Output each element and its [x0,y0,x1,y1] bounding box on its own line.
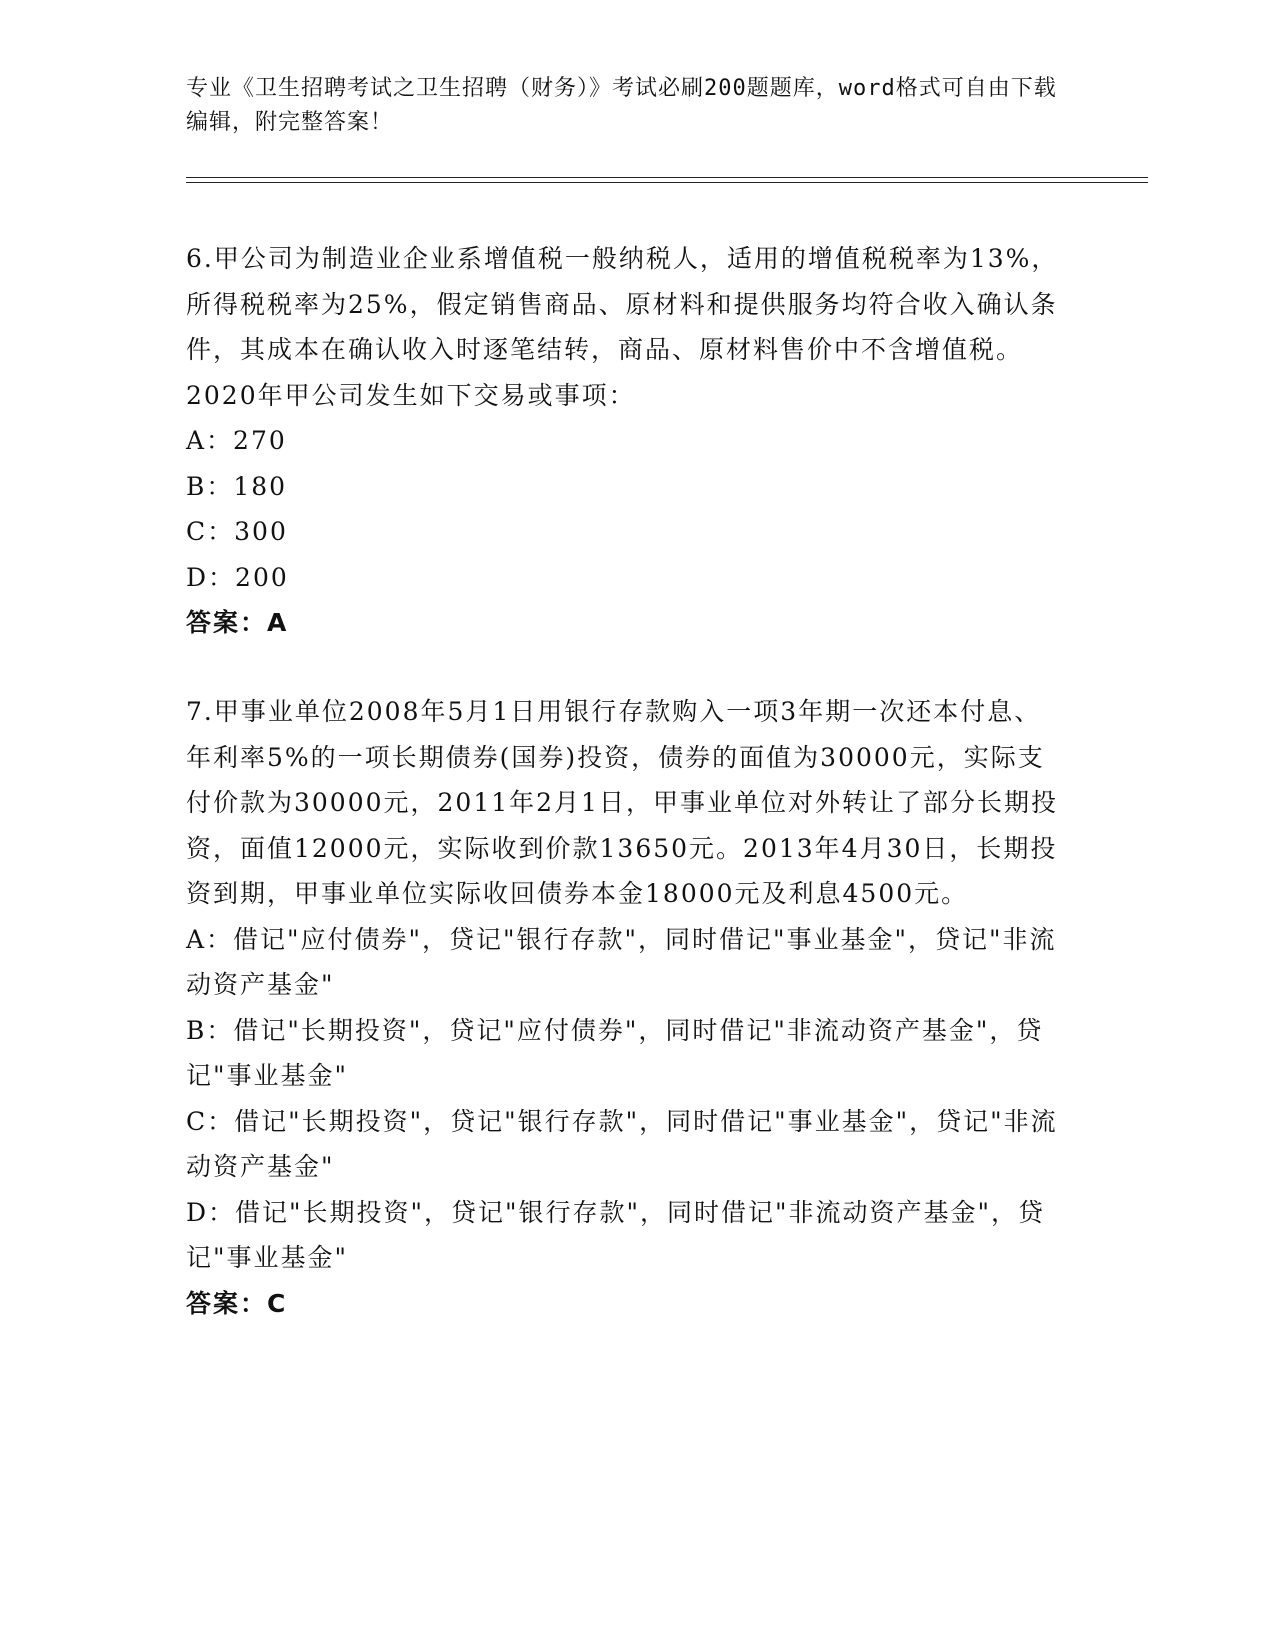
question-stem: 6.甲公司为制造业企业系增值税一般纳税人，适用的增值税税率为13%，所得税税率为25%，假定销售商品、原材料和提供服务均符合收入确认条件，其成本在确认收入时逐笔结转，商品、原材料售价中不含增值税。2020年甲公司发生如下交易或事项： [186,244,1059,410]
question-stem: 7.甲事业单位2008年5月1日用银行存款购入一项3年期一次还本付息、年利率5%的一项长期债券(国券)投资，债券的面值为30000元，实际支付价款为30000元，2011年2月1日，甲事业单位对外转让了部分长期投资，面值12000元，实际收到价款13650元。2013年4月30日，长期投资到期，甲事业单位实际收回债券本金18000元及利息4500元。 [186,697,1058,908]
option-a: A：270 [186,426,287,455]
option-d: D：200 [186,562,289,592]
option-b: B：180 [186,471,288,501]
option-a: A：借记"应付债券"，贷记"银行存款"，同时借记"事业基金"，贷记"非流动资产基金" [186,924,1057,999]
answer-label: 答案：C [186,1288,288,1318]
option-c: C：借记"长期投资"，贷记"银行存款"，同时借记"事业基金"，贷记"非流动资产基金" [186,1106,1058,1181]
document-header: 专业《卫生招聘考试之卫生招聘（财务）》考试必刷200题题库，word格式可自由下载编辑，附完整答案！ [186,76,1057,135]
option-b: B：借记"长期投资"，贷记"应付债券"，同时借记"非流动资产基金"，贷记"事业基金" [186,1015,1044,1090]
question-7 [186,689,1066,1326]
option-d: D：借记"长期投资"，贷记"银行存款"，同时借记"非流动资产基金"，贷记"事业基金" [186,1197,1046,1272]
answer-label: 答案：A [186,608,289,637]
header-divider [186,177,1148,183]
option-c: C：300 [186,517,288,546]
question-6 [186,236,1066,646]
